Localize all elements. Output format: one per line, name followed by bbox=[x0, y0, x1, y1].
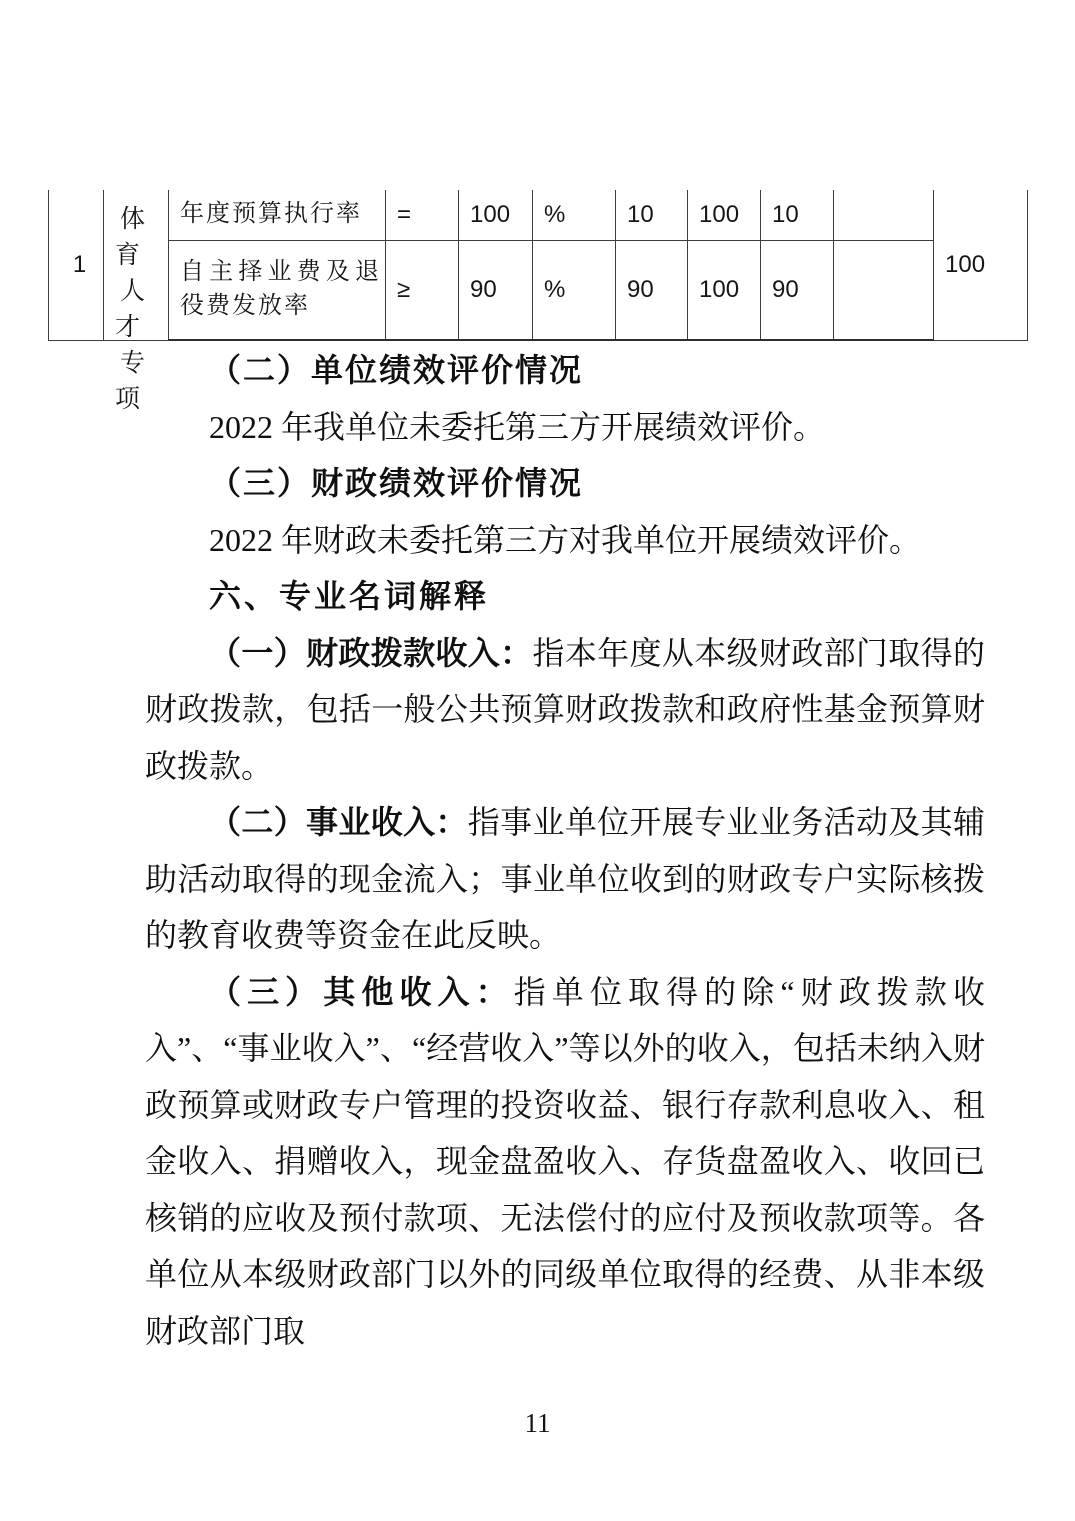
table-row bbox=[49, 190, 1028, 240]
score-cell: 90 bbox=[761, 240, 834, 340]
unit-cell: % bbox=[533, 190, 616, 240]
target-value-cell: 100 bbox=[459, 190, 533, 240]
note-cell bbox=[834, 190, 934, 240]
project-name-line: 人才 bbox=[115, 277, 151, 341]
actual-value-cell: 100 bbox=[688, 240, 761, 340]
weight-cell: 10 bbox=[616, 190, 688, 240]
term-paragraph-fiscal-appropriation bbox=[145, 625, 985, 795]
term-lead: （一）财政拨款收入： bbox=[209, 634, 533, 671]
term-lead: （三）其他收入： bbox=[209, 973, 514, 1010]
unit-cell: % bbox=[533, 240, 616, 340]
paragraph-unit-evaluation: 2022 年我单位未委托第三方开展绩效评价。 bbox=[209, 408, 826, 445]
project-name-stack bbox=[115, 191, 164, 413]
project-name-line: 专项 bbox=[115, 349, 151, 413]
term-text: 指本年度从本级财政部门取得的财政拨款，包括一般公共预算财政拨款和政府性基金预算财政拨款。 bbox=[145, 634, 985, 784]
project-name-line: 体育 bbox=[115, 205, 151, 269]
table-row bbox=[49, 240, 1028, 340]
paragraph-finance-evaluation: 2022 年财政未委托第三方对我单位开展绩效评价。 bbox=[209, 521, 922, 558]
term-paragraph-operational-income bbox=[145, 794, 985, 964]
operator-cell: = bbox=[386, 190, 459, 240]
page-number: 11 bbox=[524, 1408, 551, 1438]
heading-terminology: 六、专业名词解释 bbox=[209, 578, 490, 614]
term-text: 指事业单位开展专业业务活动及其辅助活动取得的现金流入；事业单位收到的财政专户实际核拨的教育收费等资金在此反映。 bbox=[145, 804, 985, 953]
term-text: 指单位取得的除“财政拨款收入”、“事业收入”、“经营收入”等以外的收入，包括未纳入财政预算或财政专户管理的投资收益、银行存款利息收入、租金收入、捐赠收入，现金盘盈收入、存货盘盈收入、收回已核销的应收及预付款项、无法偿付的应付及预收款项等。各单位从本级财政部门以外的同级单位取得的经费、从非本级财政部门取 bbox=[145, 973, 985, 1349]
subheading-unit-evaluation: （二）单位绩效评价情况 bbox=[209, 352, 584, 388]
target-value-cell: 90 bbox=[459, 240, 533, 340]
indicator-name-cell: 年度预算执行率 bbox=[169, 190, 386, 240]
row-number-cell: 1 bbox=[49, 190, 104, 340]
project-name-cell bbox=[104, 190, 169, 413]
subheading-finance-evaluation: （三）财政绩效评价情况 bbox=[209, 465, 584, 501]
term-paragraph-other-income bbox=[145, 964, 985, 1360]
score-cell: 10 bbox=[761, 190, 834, 240]
total-score-cell: 100 bbox=[934, 190, 1028, 340]
operator-cell: ≥ bbox=[386, 240, 459, 340]
term-lead: （二）事业收入： bbox=[209, 804, 468, 840]
weight-cell: 90 bbox=[616, 240, 688, 340]
document-body bbox=[145, 342, 985, 1359]
note-cell bbox=[834, 240, 934, 340]
actual-value-cell: 100 bbox=[688, 190, 761, 240]
indicator-name-cell: 自主择业费及退役费发放率 bbox=[169, 240, 386, 340]
